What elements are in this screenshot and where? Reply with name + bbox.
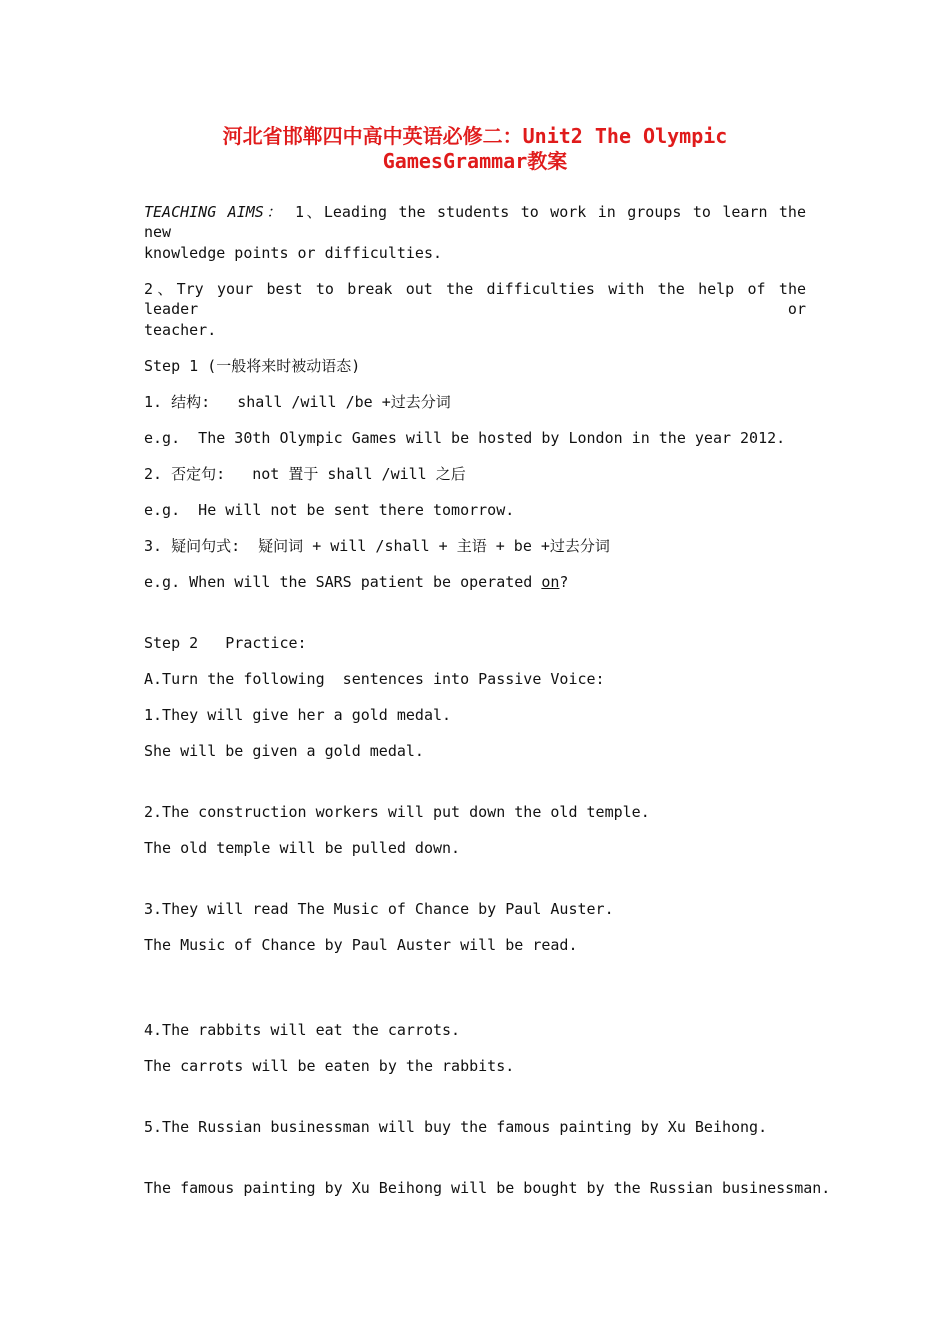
step1-example-2: e.g. He will not be sent there tomorrow. xyxy=(144,501,515,519)
practice-answer-5: The famous painting by Xu Beihong will be bought by the Russian businessman. xyxy=(144,1179,831,1197)
title-line-1: 河北省邯郸四中高中英语必修二：Unit2 The Olympic xyxy=(222,124,728,148)
aims-item-1a: 1、Leading the students to work in groups to learn the new xyxy=(144,203,806,241)
practice-question-1: 1.They will give her a gold medal. xyxy=(144,706,452,724)
step1-example-3 xyxy=(144,572,568,592)
example-3-text: e.g. When will the SARS patient be operated xyxy=(144,573,542,591)
title-line-2: GamesGrammar教案 xyxy=(382,149,568,173)
step2-instruction: A.Turn the following sentences into Passive Voice: xyxy=(144,670,605,688)
aims-item-1b: knowledge points or difficulties. xyxy=(144,244,443,262)
example-3-end: ? xyxy=(559,573,569,591)
practice-question-4: 4.The rabbits will eat the carrots. xyxy=(144,1021,461,1039)
aims-line-1 xyxy=(144,202,806,242)
practice-question-5: 5.The Russian businessman will buy the famous painting by Xu Beihong. xyxy=(144,1118,768,1136)
practice-answer-3: The Music of Chance by Paul Auster will be read. xyxy=(144,936,578,954)
practice-answer-1: She will be given a gold medal. xyxy=(144,742,424,760)
practice-question-3: 3.They will read The Music of Chance by Paul Auster. xyxy=(144,900,614,918)
step2-heading: Step 2 Practice: xyxy=(144,634,307,652)
practice-question-2: 2.The construction workers will put down the old temple. xyxy=(144,803,650,821)
aims-item-2b: teacher. xyxy=(144,321,217,339)
document-title xyxy=(0,124,950,174)
step1-heading: Step 1 (一般将来时被动语态) xyxy=(144,357,361,375)
practice-answer-4: The carrots will be eaten by the rabbits. xyxy=(144,1057,515,1075)
example-3-underlined: on xyxy=(541,573,560,591)
practice-answer-2: The old temple will be pulled down. xyxy=(144,839,461,857)
aims-item-2a: 2、Try your best to break out the difficulties with the help of the leader or xyxy=(144,280,806,318)
step1-structure: 1. 结构: shall /will /be +过去分词 xyxy=(144,393,451,411)
step1-example-1: e.g. The 30th Olympic Games will be hosted by London in the year 2012. xyxy=(144,429,786,447)
step1-negative: 2. 否定句: not 置于 shall /will 之后 xyxy=(144,465,466,483)
step1-question: 3. 疑问句式: 疑问词 + will /shall + 主语 + be +过去分词 xyxy=(144,537,610,555)
aims-label: TEACHING AIMS： xyxy=(144,203,284,221)
